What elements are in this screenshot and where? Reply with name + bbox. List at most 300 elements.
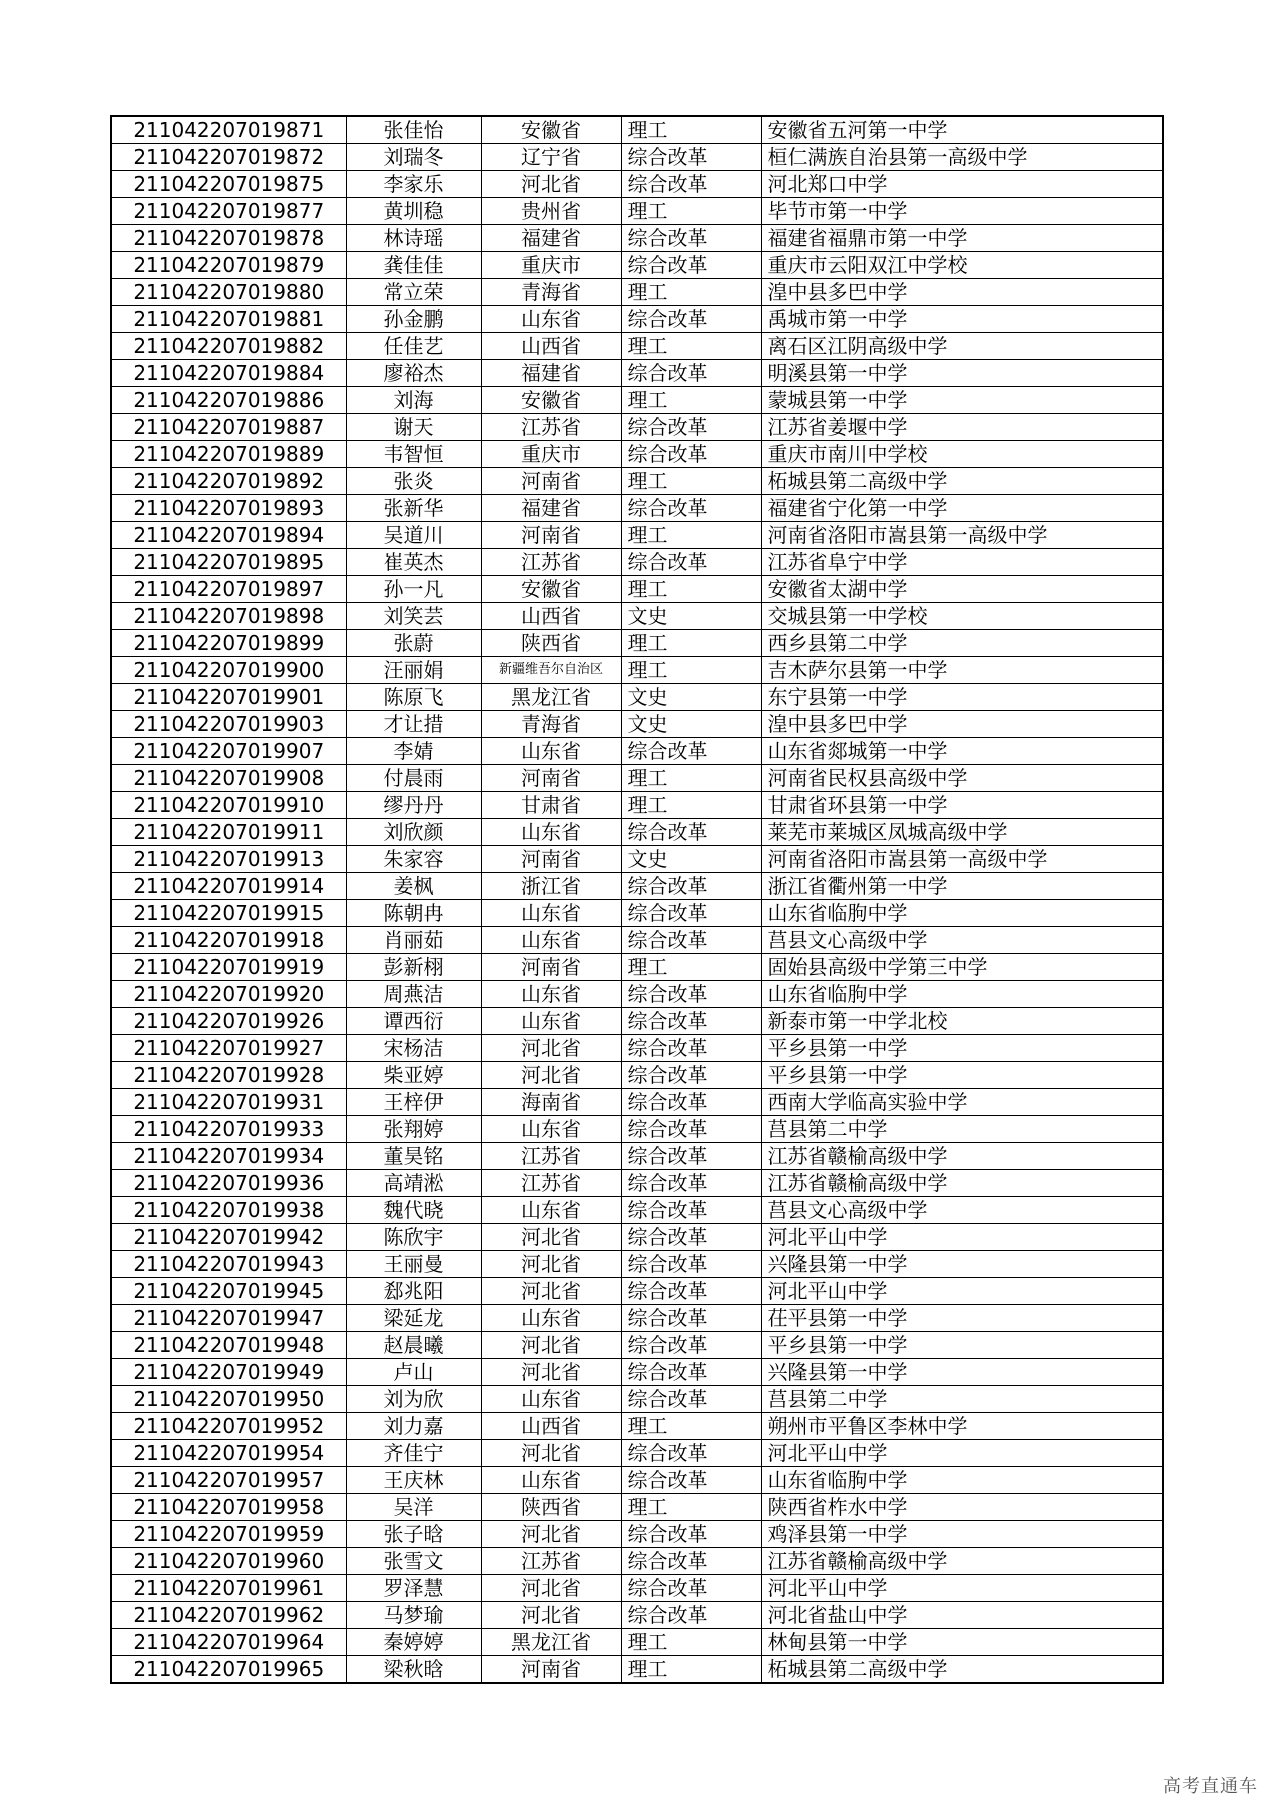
candidate-id-cell: 211042207019911 <box>111 819 346 846</box>
school-cell: 莱芜市莱城区凤城高级中学 <box>761 819 1163 846</box>
student-name-cell: 王庆林 <box>346 1467 481 1494</box>
table-body <box>111 116 1163 1683</box>
province-cell: 安徽省 <box>481 576 621 603</box>
student-name-cell: 吴洋 <box>346 1494 481 1521</box>
student-name-cell: 张炎 <box>346 468 481 495</box>
student-name-cell: 魏代晓 <box>346 1197 481 1224</box>
candidate-id-cell: 211042207019927 <box>111 1035 346 1062</box>
candidate-id-cell: 211042207019878 <box>111 225 346 252</box>
subject-cell: 综合改革 <box>621 1332 761 1359</box>
province-cell: 河南省 <box>481 522 621 549</box>
table-row <box>111 468 1163 495</box>
candidate-id-cell: 211042207019942 <box>111 1224 346 1251</box>
province-cell: 山东省 <box>481 1386 621 1413</box>
student-name-cell: 梁延龙 <box>346 1305 481 1332</box>
table-row <box>111 279 1163 306</box>
school-cell: 河北平山中学 <box>761 1575 1163 1602</box>
subject-cell: 综合改革 <box>621 1359 761 1386</box>
student-name-cell: 李婧 <box>346 738 481 765</box>
province-cell: 河南省 <box>481 468 621 495</box>
table-row <box>111 144 1163 171</box>
table-row <box>111 765 1163 792</box>
table-row <box>111 900 1163 927</box>
student-name-cell: 齐佳宁 <box>346 1440 481 1467</box>
table-row <box>111 1386 1163 1413</box>
table-row <box>111 495 1163 522</box>
school-cell: 平乡县第一中学 <box>761 1062 1163 1089</box>
subject-cell: 综合改革 <box>621 1305 761 1332</box>
province-cell: 辽宁省 <box>481 144 621 171</box>
subject-cell: 综合改革 <box>621 225 761 252</box>
student-name-cell: 陈欣宇 <box>346 1224 481 1251</box>
school-cell: 西乡县第二中学 <box>761 630 1163 657</box>
subject-cell: 综合改革 <box>621 549 761 576</box>
student-name-cell: 才让措 <box>346 711 481 738</box>
table-row <box>111 1305 1163 1332</box>
school-cell: 平乡县第一中学 <box>761 1035 1163 1062</box>
province-cell: 山东省 <box>481 1197 621 1224</box>
candidate-id-cell: 211042207019914 <box>111 873 346 900</box>
candidate-id-cell: 211042207019881 <box>111 306 346 333</box>
subject-cell: 综合改革 <box>621 1386 761 1413</box>
candidate-id-cell: 211042207019931 <box>111 1089 346 1116</box>
candidate-id-cell: 211042207019945 <box>111 1278 346 1305</box>
subject-cell: 理工 <box>621 630 761 657</box>
table-row <box>111 1494 1163 1521</box>
school-cell: 江苏省姜堰中学 <box>761 414 1163 441</box>
admission-list-table <box>110 115 1164 1684</box>
school-cell: 山东省郯城第一中学 <box>761 738 1163 765</box>
subject-cell: 理工 <box>621 576 761 603</box>
province-cell: 山西省 <box>481 1413 621 1440</box>
subject-cell: 理工 <box>621 116 761 144</box>
province-cell: 陕西省 <box>481 630 621 657</box>
province-cell: 山东省 <box>481 1008 621 1035</box>
province-cell: 河北省 <box>481 1035 621 1062</box>
subject-cell: 文史 <box>621 603 761 630</box>
table-row <box>111 198 1163 225</box>
candidate-id-cell: 211042207019886 <box>111 387 346 414</box>
candidate-id-cell: 211042207019958 <box>111 1494 346 1521</box>
table-row <box>111 1224 1163 1251</box>
table-row <box>111 981 1163 1008</box>
table-row <box>111 225 1163 252</box>
student-name-cell: 陈朝冉 <box>346 900 481 927</box>
subject-cell: 综合改革 <box>621 1062 761 1089</box>
school-cell: 河北郑口中学 <box>761 171 1163 198</box>
candidate-id-cell: 211042207019897 <box>111 576 346 603</box>
student-name-cell: 孙金鹏 <box>346 306 481 333</box>
school-cell: 蒙城县第一中学 <box>761 387 1163 414</box>
student-name-cell: 肖丽茹 <box>346 927 481 954</box>
school-cell: 固始县高级中学第三中学 <box>761 954 1163 981</box>
table-row <box>111 1143 1163 1170</box>
school-cell: 湟中县多巴中学 <box>761 711 1163 738</box>
candidate-id-cell: 211042207019900 <box>111 657 346 684</box>
province-cell: 河南省 <box>481 1656 621 1684</box>
student-name-cell: 张新华 <box>346 495 481 522</box>
province-cell: 重庆市 <box>481 441 621 468</box>
subject-cell: 综合改革 <box>621 981 761 1008</box>
table-row <box>111 738 1163 765</box>
subject-cell: 综合改革 <box>621 441 761 468</box>
table-row <box>111 1656 1163 1684</box>
school-cell: 吉木萨尔县第一中学 <box>761 657 1163 684</box>
school-cell: 山东省临朐中学 <box>761 981 1163 1008</box>
school-cell: 禹城市第一中学 <box>761 306 1163 333</box>
student-name-cell: 常立荣 <box>346 279 481 306</box>
province-cell: 安徽省 <box>481 116 621 144</box>
school-cell: 湟中县多巴中学 <box>761 279 1163 306</box>
student-name-cell: 宋杨洁 <box>346 1035 481 1062</box>
subject-cell: 综合改革 <box>621 1548 761 1575</box>
province-cell: 海南省 <box>481 1089 621 1116</box>
subject-cell: 综合改革 <box>621 1251 761 1278</box>
province-cell: 山东省 <box>481 981 621 1008</box>
student-name-cell: 陈原飞 <box>346 684 481 711</box>
school-cell: 离石区江阴高级中学 <box>761 333 1163 360</box>
school-cell: 新泰市第一中学北校 <box>761 1008 1163 1035</box>
subject-cell: 综合改革 <box>621 360 761 387</box>
school-cell: 江苏省赣榆高级中学 <box>761 1143 1163 1170</box>
table-row <box>111 1089 1163 1116</box>
province-cell: 山东省 <box>481 738 621 765</box>
subject-cell: 理工 <box>621 657 761 684</box>
student-name-cell: 郄兆阳 <box>346 1278 481 1305</box>
student-name-cell: 姜枫 <box>346 873 481 900</box>
subject-cell: 综合改革 <box>621 1170 761 1197</box>
province-cell: 山东省 <box>481 927 621 954</box>
province-cell: 江苏省 <box>481 1143 621 1170</box>
school-cell: 河南省民权县高级中学 <box>761 765 1163 792</box>
school-cell: 莒县文心高级中学 <box>761 927 1163 954</box>
province-cell: 陕西省 <box>481 1494 621 1521</box>
subject-cell: 综合改革 <box>621 1089 761 1116</box>
subject-cell: 理工 <box>621 1629 761 1656</box>
school-cell: 莒县第二中学 <box>761 1386 1163 1413</box>
candidate-id-cell: 211042207019872 <box>111 144 346 171</box>
subject-cell: 综合改革 <box>621 819 761 846</box>
student-name-cell: 吴道川 <box>346 522 481 549</box>
school-cell: 交城县第一中学校 <box>761 603 1163 630</box>
province-cell: 河北省 <box>481 1440 621 1467</box>
table-row <box>111 1251 1163 1278</box>
table-row <box>111 1062 1163 1089</box>
subject-cell: 综合改革 <box>621 1035 761 1062</box>
candidate-id-cell: 211042207019877 <box>111 198 346 225</box>
subject-cell: 综合改革 <box>621 144 761 171</box>
student-name-cell: 谢天 <box>346 414 481 441</box>
student-name-cell: 龚佳佳 <box>346 252 481 279</box>
student-name-cell: 秦婷婷 <box>346 1629 481 1656</box>
school-cell: 莒县文心高级中学 <box>761 1197 1163 1224</box>
table-row <box>111 252 1163 279</box>
subject-cell: 理工 <box>621 954 761 981</box>
candidate-id-cell: 211042207019933 <box>111 1116 346 1143</box>
subject-cell: 综合改革 <box>621 495 761 522</box>
student-name-cell: 朱家容 <box>346 846 481 873</box>
table-row <box>111 1008 1163 1035</box>
table-row <box>111 522 1163 549</box>
subject-cell: 综合改革 <box>621 252 761 279</box>
candidate-id-cell: 211042207019928 <box>111 1062 346 1089</box>
school-cell: 河南省洛阳市嵩县第一高级中学 <box>761 522 1163 549</box>
table-row <box>111 576 1163 603</box>
province-cell: 山西省 <box>481 333 621 360</box>
student-name-cell: 彭新栩 <box>346 954 481 981</box>
table-row <box>111 1467 1163 1494</box>
subject-cell: 综合改革 <box>621 1467 761 1494</box>
candidate-id-cell: 211042207019910 <box>111 792 346 819</box>
table-row <box>111 414 1163 441</box>
school-cell: 茌平县第一中学 <box>761 1305 1163 1332</box>
table-row <box>111 171 1163 198</box>
subject-cell: 综合改革 <box>621 873 761 900</box>
subject-cell: 综合改革 <box>621 306 761 333</box>
school-cell: 浙江省衢州第一中学 <box>761 873 1163 900</box>
candidate-id-cell: 211042207019947 <box>111 1305 346 1332</box>
candidate-id-cell: 211042207019961 <box>111 1575 346 1602</box>
school-cell: 重庆市南川中学校 <box>761 441 1163 468</box>
table-row <box>111 116 1163 144</box>
table-row <box>111 603 1163 630</box>
candidate-id-cell: 211042207019893 <box>111 495 346 522</box>
candidate-id-cell: 211042207019908 <box>111 765 346 792</box>
candidate-id-cell: 211042207019948 <box>111 1332 346 1359</box>
subject-cell: 综合改革 <box>621 171 761 198</box>
school-cell: 莒县第二中学 <box>761 1116 1163 1143</box>
candidate-id-cell: 211042207019949 <box>111 1359 346 1386</box>
subject-cell: 综合改革 <box>621 1224 761 1251</box>
student-name-cell: 刘海 <box>346 387 481 414</box>
table-row <box>111 441 1163 468</box>
student-name-cell: 王丽曼 <box>346 1251 481 1278</box>
school-cell: 河南省洛阳市嵩县第一高级中学 <box>761 846 1163 873</box>
province-cell: 山东省 <box>481 1305 621 1332</box>
school-cell: 福建省福鼎市第一中学 <box>761 225 1163 252</box>
student-name-cell: 张蔚 <box>346 630 481 657</box>
student-name-cell: 张翔婷 <box>346 1116 481 1143</box>
candidate-id-cell: 211042207019898 <box>111 603 346 630</box>
school-cell: 东宁县第一中学 <box>761 684 1163 711</box>
school-cell: 安徽省五河第一中学 <box>761 116 1163 144</box>
student-name-cell: 马梦瑜 <box>346 1602 481 1629</box>
candidate-id-cell: 211042207019926 <box>111 1008 346 1035</box>
student-name-cell: 韦智恒 <box>346 441 481 468</box>
subject-cell: 综合改革 <box>621 1440 761 1467</box>
province-cell: 山东省 <box>481 1116 621 1143</box>
subject-cell: 综合改革 <box>621 414 761 441</box>
table-row <box>111 954 1163 981</box>
province-cell: 江苏省 <box>481 1170 621 1197</box>
table-row <box>111 1359 1163 1386</box>
subject-cell: 综合改革 <box>621 1602 761 1629</box>
candidate-id-cell: 211042207019957 <box>111 1467 346 1494</box>
subject-cell: 理工 <box>621 279 761 306</box>
province-cell: 重庆市 <box>481 252 621 279</box>
candidate-id-cell: 211042207019965 <box>111 1656 346 1684</box>
province-cell: 河北省 <box>481 1332 621 1359</box>
candidate-id-cell: 211042207019880 <box>111 279 346 306</box>
school-cell: 陕西省柞水中学 <box>761 1494 1163 1521</box>
province-cell: 河北省 <box>481 1602 621 1629</box>
table-row <box>111 387 1163 414</box>
province-cell: 河北省 <box>481 1251 621 1278</box>
table-row <box>111 333 1163 360</box>
subject-cell: 综合改革 <box>621 927 761 954</box>
candidate-id-cell: 211042207019899 <box>111 630 346 657</box>
subject-cell: 文史 <box>621 684 761 711</box>
school-cell: 福建省宁化第一中学 <box>761 495 1163 522</box>
school-cell: 桓仁满族自治县第一高级中学 <box>761 144 1163 171</box>
province-cell: 山东省 <box>481 1467 621 1494</box>
subject-cell: 综合改革 <box>621 1197 761 1224</box>
table-row <box>111 1278 1163 1305</box>
student-name-cell: 王梓伊 <box>346 1089 481 1116</box>
school-cell: 河北平山中学 <box>761 1224 1163 1251</box>
student-name-cell: 付晨雨 <box>346 765 481 792</box>
subject-cell: 理工 <box>621 387 761 414</box>
candidate-id-cell: 211042207019943 <box>111 1251 346 1278</box>
student-name-cell: 高靖淞 <box>346 1170 481 1197</box>
student-name-cell: 林诗瑶 <box>346 225 481 252</box>
table-row <box>111 1521 1163 1548</box>
province-cell: 江苏省 <box>481 549 621 576</box>
watermark-text: 高考直通车 <box>1163 1776 1258 1797</box>
province-cell: 河南省 <box>481 954 621 981</box>
table-row <box>111 657 1163 684</box>
school-cell: 甘肃省环县第一中学 <box>761 792 1163 819</box>
subject-cell: 综合改革 <box>621 738 761 765</box>
student-name-cell: 崔英杰 <box>346 549 481 576</box>
table-row <box>111 549 1163 576</box>
table-row <box>111 1629 1163 1656</box>
subject-cell: 文史 <box>621 711 761 738</box>
subject-cell: 综合改革 <box>621 1008 761 1035</box>
school-cell: 河北平山中学 <box>761 1278 1163 1305</box>
subject-cell: 综合改革 <box>621 1278 761 1305</box>
school-cell: 朔州市平鲁区李林中学 <box>761 1413 1163 1440</box>
candidate-id-cell: 211042207019903 <box>111 711 346 738</box>
province-cell: 青海省 <box>481 279 621 306</box>
school-cell: 河北平山中学 <box>761 1440 1163 1467</box>
province-cell: 河南省 <box>481 846 621 873</box>
table-row <box>111 1602 1163 1629</box>
school-cell: 山东省临朐中学 <box>761 900 1163 927</box>
candidate-id-cell: 211042207019895 <box>111 549 346 576</box>
province-cell: 贵州省 <box>481 198 621 225</box>
province-cell: 青海省 <box>481 711 621 738</box>
subject-cell: 文史 <box>621 846 761 873</box>
province-cell: 河北省 <box>481 1359 621 1386</box>
student-name-cell: 张雪文 <box>346 1548 481 1575</box>
school-cell: 重庆市云阳双江中学校 <box>761 252 1163 279</box>
student-name-cell: 梁秋晗 <box>346 1656 481 1684</box>
candidate-id-cell: 211042207019960 <box>111 1548 346 1575</box>
province-cell: 福建省 <box>481 495 621 522</box>
table-row <box>111 1197 1163 1224</box>
province-cell: 甘肃省 <box>481 792 621 819</box>
school-cell: 兴隆县第一中学 <box>761 1359 1163 1386</box>
table-row <box>111 1116 1163 1143</box>
student-name-cell: 刘笑芸 <box>346 603 481 630</box>
student-name-cell: 罗泽慧 <box>346 1575 481 1602</box>
table-row <box>111 873 1163 900</box>
student-name-cell: 黄圳稳 <box>346 198 481 225</box>
table-row <box>111 630 1163 657</box>
school-cell: 河北省盐山中学 <box>761 1602 1163 1629</box>
province-cell: 河北省 <box>481 171 621 198</box>
province-cell: 河北省 <box>481 1062 621 1089</box>
province-cell: 江苏省 <box>481 1548 621 1575</box>
province-cell: 山东省 <box>481 900 621 927</box>
candidate-id-cell: 211042207019907 <box>111 738 346 765</box>
table-row <box>111 1413 1163 1440</box>
student-name-cell: 刘欣颜 <box>346 819 481 846</box>
province-cell: 山东省 <box>481 819 621 846</box>
school-cell: 毕节市第一中学 <box>761 198 1163 225</box>
subject-cell: 理工 <box>621 1494 761 1521</box>
candidate-id-cell: 211042207019913 <box>111 846 346 873</box>
table-row <box>111 1548 1163 1575</box>
candidate-id-cell: 211042207019954 <box>111 1440 346 1467</box>
school-cell: 兴隆县第一中学 <box>761 1251 1163 1278</box>
table-row <box>111 1170 1163 1197</box>
candidate-id-cell: 211042207019882 <box>111 333 346 360</box>
table-row <box>111 819 1163 846</box>
province-cell: 山西省 <box>481 603 621 630</box>
school-cell: 柘城县第二高级中学 <box>761 1656 1163 1684</box>
candidate-id-cell: 211042207019915 <box>111 900 346 927</box>
province-cell: 新疆维吾尔自治区 <box>481 657 621 684</box>
subject-cell: 综合改革 <box>621 1143 761 1170</box>
student-name-cell: 赵晨曦 <box>346 1332 481 1359</box>
candidate-id-cell: 211042207019952 <box>111 1413 346 1440</box>
subject-cell: 理工 <box>621 765 761 792</box>
student-name-cell: 周燕洁 <box>346 981 481 1008</box>
candidate-id-cell: 211042207019938 <box>111 1197 346 1224</box>
subject-cell: 综合改革 <box>621 1521 761 1548</box>
candidate-id-cell: 211042207019918 <box>111 927 346 954</box>
table-row <box>111 306 1163 333</box>
subject-cell: 理工 <box>621 333 761 360</box>
subject-cell: 理工 <box>621 198 761 225</box>
table-row <box>111 792 1163 819</box>
subject-cell: 综合改革 <box>621 1575 761 1602</box>
table-row <box>111 360 1163 387</box>
candidate-id-cell: 211042207019936 <box>111 1170 346 1197</box>
table-row <box>111 684 1163 711</box>
school-cell: 鸡泽县第一中学 <box>761 1521 1163 1548</box>
school-cell: 江苏省赣榆高级中学 <box>761 1170 1163 1197</box>
school-cell: 江苏省赣榆高级中学 <box>761 1548 1163 1575</box>
student-name-cell: 孙一凡 <box>346 576 481 603</box>
student-name-cell: 刘为欣 <box>346 1386 481 1413</box>
school-cell: 平乡县第一中学 <box>761 1332 1163 1359</box>
candidate-id-cell: 211042207019889 <box>111 441 346 468</box>
student-name-cell: 董昊铭 <box>346 1143 481 1170</box>
table-row <box>111 846 1163 873</box>
school-cell: 安徽省太湖中学 <box>761 576 1163 603</box>
province-cell: 福建省 <box>481 225 621 252</box>
province-cell: 河北省 <box>481 1521 621 1548</box>
province-cell: 河南省 <box>481 765 621 792</box>
table-row <box>111 927 1163 954</box>
candidate-id-cell: 211042207019959 <box>111 1521 346 1548</box>
school-cell: 明溪县第一中学 <box>761 360 1163 387</box>
table-row <box>111 1035 1163 1062</box>
province-cell: 江苏省 <box>481 414 621 441</box>
